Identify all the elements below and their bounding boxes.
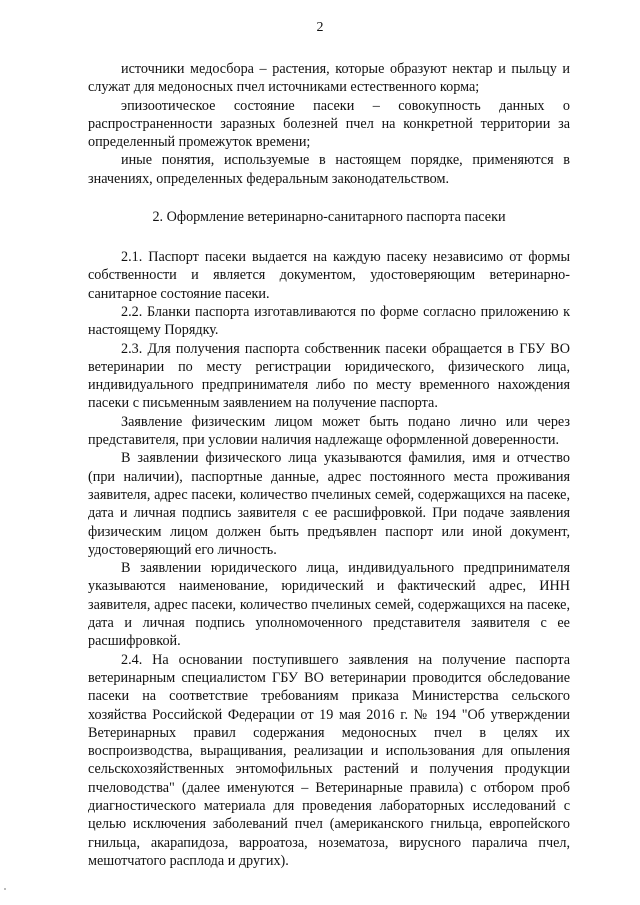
paragraph-individual-details: В заявлении физического лица указываются фамилия, имя и отчество (при наличии), паспортные данные, адрес постоянного места проживания заявителя, адрес пасеки, количество пчелиных семей, содержащихся на пасеке, дата и личная подпись заявителя с ее расшифровкой. При подаче заявления физическим лицом должен быть предъявлен паспорт или иной документ, удостоверяющий его личность.	[88, 450, 570, 558]
definition-epizootic-state: эпизоотическое состояние пасеки – совокупность данных о распространенности заразных болезней пчел на конкретной территории за определенный промежуток времени;	[88, 97, 570, 151]
paragraph-legal-entity-details: В заявлении юридического лица, индивидуального предпринимателя указываются наименование, юридический и фактический адрес, ИНН заявителя, адрес пасеки, количество пчелиных семей, содержащихся на пасеке, дата и личная подпись уполномоченного представителя заявителя с ее расшифровкой.	[88, 560, 570, 650]
paragraph-individual-application: Заявление физическим лицом может быть подано лично или через представителя, при условии наличия надлежаще оформленной доверенности.	[88, 413, 570, 449]
clause-2-1: 2.1. Паспорт пасеки выдается на каждую пасеку независимо от формы собственности и является документом, удостоверяющим ветеринарно-санитарное состояние пасеки.	[88, 249, 570, 302]
clause-2-3: 2.3. Для получения паспорта собственник пасеки обращается в ГБУ ВО ветеринарии по месту регистрации юридического, физического лица, индивидуального предпринимателя либо по месту временного нахождения пасеки с письменным заявлением на получение паспорта.	[88, 340, 570, 412]
document-body	[88, 60, 570, 870]
clause-2-4: 2.4. На основании поступившего заявления на получение паспорта ветеринарным специалистом ГБУ ВО ветеринарии проводится обследование пасеки на соответствие требованиям приказа Министерства сельского хозяйства Российской Федерации от 19 мая 2016 г. № 194 "Об утверждении Ветеринарных правил содержания медоносных пчел в целях их воспроизводства, выращивания, реализации и использования для опыления сельскохозяйственных энтомофильных растений и получения продукции пчеловодства" (далее именуются – Ветеринарные правила) с отбором проб диагностического материала для проведения лабораторных исследований с целью исключения заболеваний пчел (американского гнильца, европейского гнильца, акарапидоза, варроатоза, нозематоза, вирусного паралича пчел, мешотчатого расплода и других).	[88, 651, 570, 869]
clause-2-2: 2.2. Бланки паспорта изготавливаются по форме согласно приложению к настоящему Порядку.	[88, 303, 570, 339]
page-number: 2	[316, 20, 324, 35]
definition-honey-sources: источники медосбора – растения, которые образуют нектар и пыльцу и служат для медоносных пчел источниками естественного корма;	[88, 61, 570, 96]
scan-speck	[4, 888, 6, 890]
section-heading: 2. Оформление ветеринарно-санитарного паспорта пасеки	[152, 209, 506, 226]
definition-other-terms: иные понятия, используемые в настоящем порядке, применяются в значениях, определенных федеральным законодательством.	[88, 152, 570, 187]
